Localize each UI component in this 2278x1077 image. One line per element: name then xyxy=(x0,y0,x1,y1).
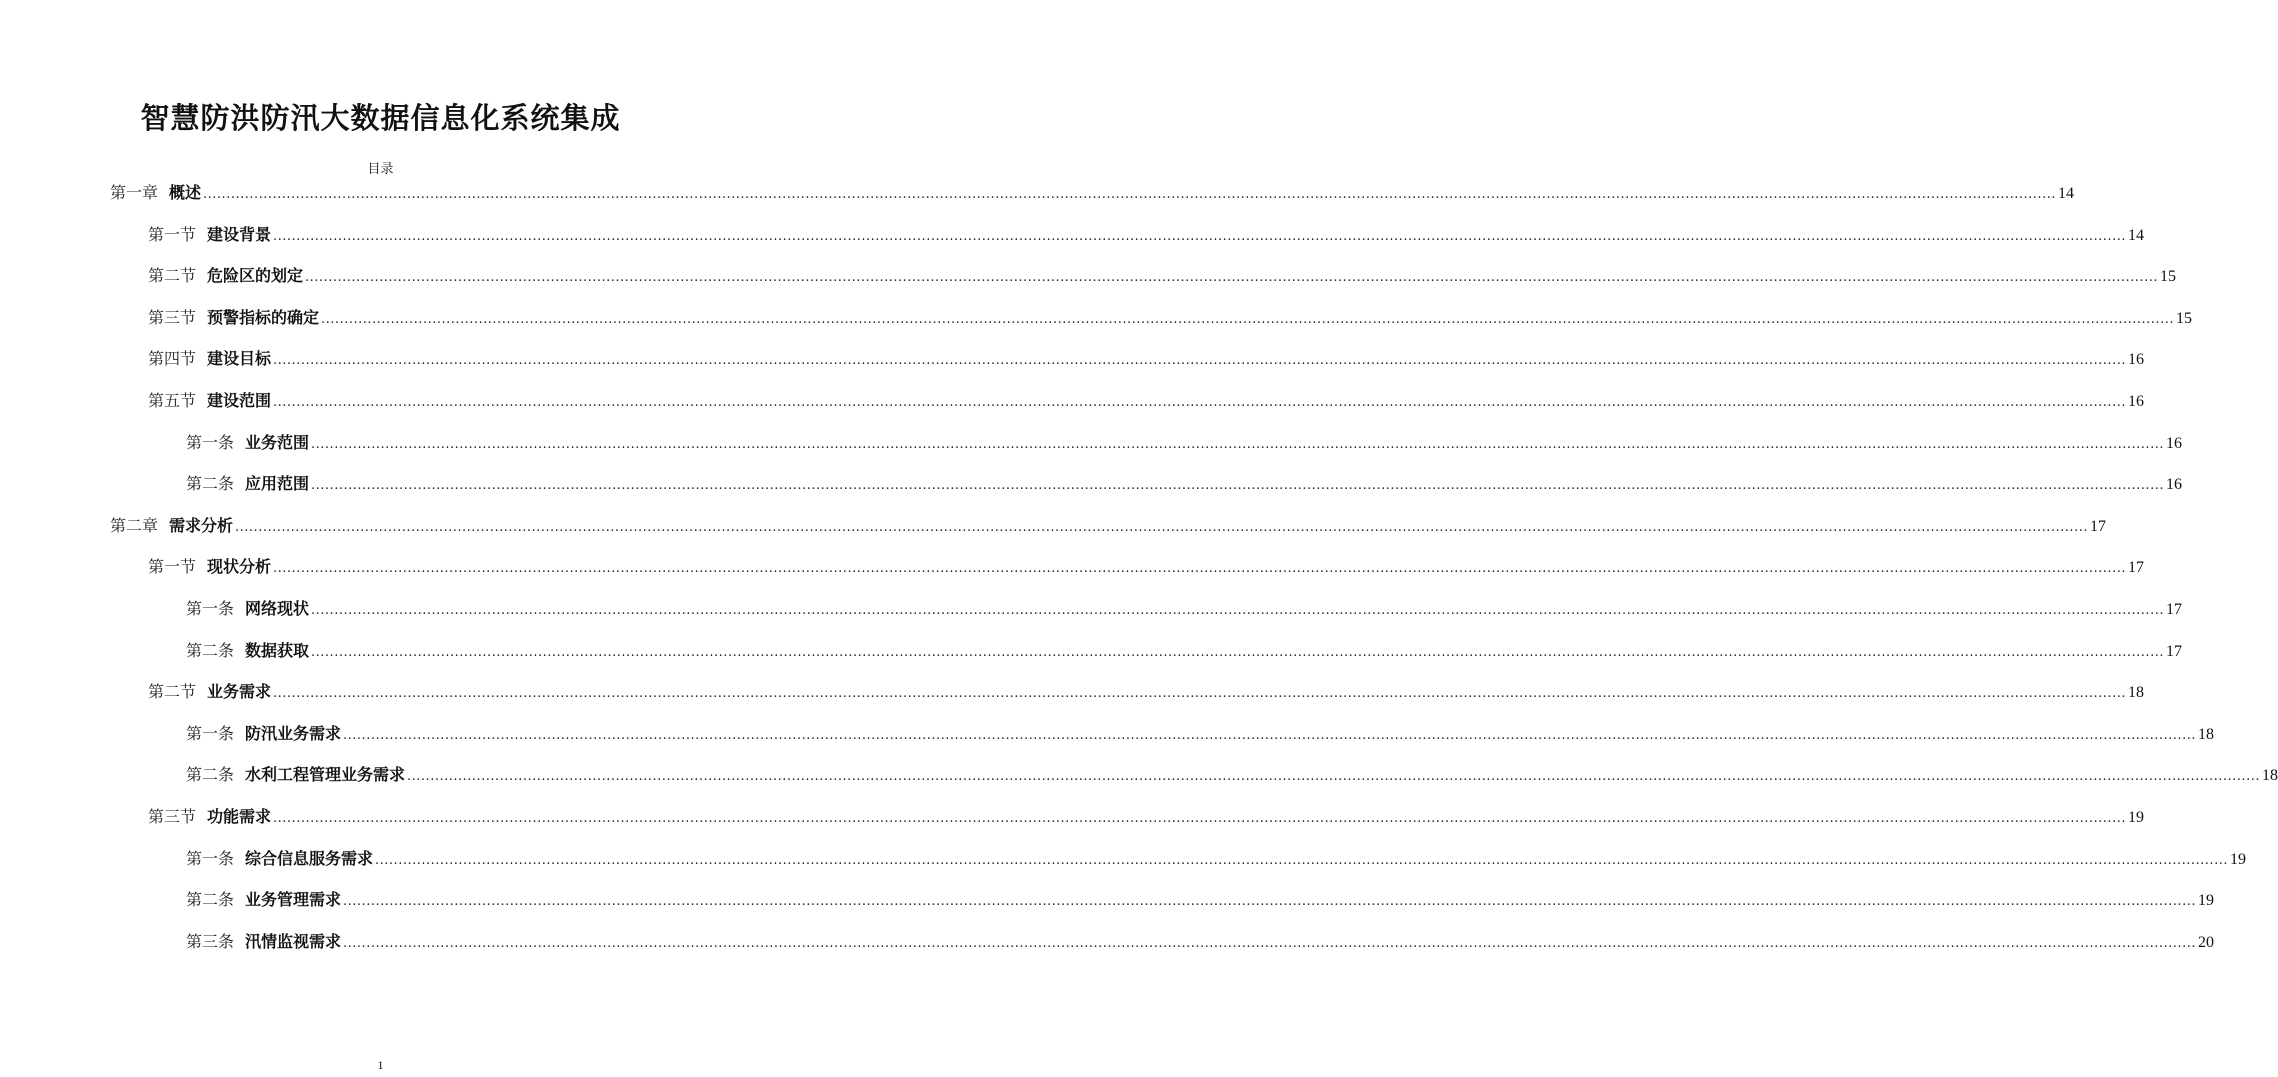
document-title: 智慧防洪防汛大数据信息化系统集成 xyxy=(140,101,621,135)
toc-entry-number: 第二条 xyxy=(186,640,235,660)
dot-leader: ................................................................................................................................................................................................................................................................................................................................................................................................................ xyxy=(273,686,2126,702)
toc-entry-number: 第三条 xyxy=(186,931,235,951)
toc-entry-title: 业务管理需求 xyxy=(245,890,342,910)
toc-entry-number: 第二节 xyxy=(148,266,197,286)
toc-entry[interactable] xyxy=(148,264,2176,288)
dot-leader: ................................................................................................................................................................................................................................................................................................................................................................................................................ xyxy=(375,852,2228,868)
dot-leader: ................................................................................................................................................................................................................................................................................................................................................................................................................ xyxy=(203,187,2056,202)
toc-entry[interactable] xyxy=(186,888,2214,912)
toc-entry-page: 19 xyxy=(2229,850,2246,868)
toc-entry-page: 17 xyxy=(2165,601,2182,618)
toc-entry[interactable] xyxy=(148,223,2144,247)
toc-entry[interactable] xyxy=(148,389,2144,413)
toc-entry-title: 预警指标的确定 xyxy=(207,307,320,327)
toc-entry[interactable] xyxy=(186,763,2278,787)
dot-leader: ................................................................................................................................................................................................................................................................................................................................................................................................................ xyxy=(311,644,2164,660)
toc-entry-title: 建设范围 xyxy=(207,391,272,410)
toc-heading: 目录 xyxy=(367,162,394,177)
dot-leader: ................................................................................................................................................................................................................................................................................................................................................................................................................ xyxy=(273,811,2126,826)
toc-entry-number: 第三节 xyxy=(148,807,197,826)
toc-entry-page: 16 xyxy=(2165,476,2182,494)
toc-entry-title: 现状分析 xyxy=(207,557,272,577)
toc-entry[interactable] xyxy=(186,930,2214,954)
toc-entry[interactable] xyxy=(186,639,2182,663)
toc-entry-page: 18 xyxy=(2261,767,2278,785)
toc-entry-title: 水利工程管理业务需求 xyxy=(245,765,406,785)
toc-entry-page: 15 xyxy=(2159,268,2176,286)
toc-entry-page: 16 xyxy=(2165,434,2182,452)
dot-leader: ................................................................................................................................................................................................................................................................................................................................................................................................................ xyxy=(343,894,2196,910)
toc-entry-page: 20 xyxy=(2197,933,2214,951)
toc-entry-title: 业务需求 xyxy=(207,682,272,702)
toc-entry-number: 第一条 xyxy=(186,848,235,868)
toc-entry[interactable] xyxy=(148,347,2144,371)
dot-leader: ................................................................................................................................................................................................................................................................................................................................................................................................................ xyxy=(235,519,2088,535)
toc-entry-page: 19 xyxy=(2127,809,2144,826)
page-number: 1 xyxy=(377,1058,384,1072)
dot-leader: ................................................................................................................................................................................................................................................................................................................................................................................................................ xyxy=(321,311,2174,327)
dot-leader: ................................................................................................................................................................................................................................................................................................................................................................................................................ xyxy=(343,935,2196,951)
dot-leader: ................................................................................................................................................................................................................................................................................................................................................................................................................ xyxy=(273,561,2126,577)
toc-entry-page: 14 xyxy=(2127,226,2144,244)
toc-entry-number: 第一节 xyxy=(148,557,197,577)
toc-entry-number: 第二章 xyxy=(110,515,159,535)
toc-entry-title: 建设目标 xyxy=(207,349,272,369)
toc-entry[interactable] xyxy=(148,680,2144,704)
toc-entry-title: 应用范围 xyxy=(245,474,310,494)
toc-entry-page: 19 xyxy=(2197,892,2214,910)
toc-entry[interactable] xyxy=(110,514,2106,538)
toc-entry-page: 16 xyxy=(2127,393,2144,410)
toc-entry[interactable] xyxy=(186,597,2182,621)
dot-leader: ................................................................................................................................................................................................................................................................................................................................................................................................................ xyxy=(311,603,2164,618)
toc-entry-title: 需求分析 xyxy=(169,515,234,535)
toc-entry-title: 综合信息服务需求 xyxy=(245,848,374,868)
toc-entry-title: 网络现状 xyxy=(245,599,310,618)
toc-entry[interactable] xyxy=(148,805,2144,829)
toc-entry-page: 17 xyxy=(2127,559,2144,577)
toc-entry-number: 第一条 xyxy=(186,432,235,452)
toc-entry-title: 数据获取 xyxy=(245,640,310,660)
toc-entry-title: 功能需求 xyxy=(207,807,272,826)
toc-entry-number: 第三节 xyxy=(148,307,197,327)
toc-entry-title: 建设背景 xyxy=(207,224,272,244)
toc-entry-number: 第二条 xyxy=(186,890,235,910)
toc-entry-title: 业务范围 xyxy=(245,432,310,452)
toc-entry[interactable] xyxy=(186,472,2182,496)
dot-leader: ................................................................................................................................................................................................................................................................................................................................................................................................................ xyxy=(311,478,2164,494)
dot-leader: ................................................................................................................................................................................................................................................................................................................................................................................................................ xyxy=(305,270,2158,286)
toc-entry-page: 18 xyxy=(2197,725,2214,743)
toc-entry[interactable] xyxy=(186,847,2246,871)
toc-entry[interactable] xyxy=(186,431,2182,455)
dot-leader: ................................................................................................................................................................................................................................................................................................................................................................................................................ xyxy=(273,395,2126,410)
toc-entry-page: 14 xyxy=(2057,185,2074,202)
toc-entry-title: 汛情监视需求 xyxy=(245,931,342,951)
dot-leader: ................................................................................................................................................................................................................................................................................................................................................................................................................ xyxy=(311,436,2164,452)
toc-entry-page: 18 xyxy=(2127,684,2144,702)
toc-entry-page: 17 xyxy=(2089,517,2106,535)
toc-entry-page: 17 xyxy=(2165,642,2182,660)
toc-entry-number: 第一节 xyxy=(148,224,197,244)
toc-entry[interactable] xyxy=(186,722,2214,746)
toc-entry-number: 第一章 xyxy=(110,183,159,202)
dot-leader: ................................................................................................................................................................................................................................................................................................................................................................................................................ xyxy=(273,353,2126,369)
toc-entry-title: 概述 xyxy=(169,183,202,202)
toc-entry[interactable] xyxy=(148,555,2144,579)
toc-entry-page: 16 xyxy=(2127,351,2144,369)
toc-entry-page: 15 xyxy=(2175,309,2192,327)
toc-entry-title: 危险区的划定 xyxy=(207,266,304,286)
toc-entry-number: 第二条 xyxy=(186,765,235,785)
toc-entry-number: 第二节 xyxy=(148,682,197,702)
toc-entry[interactable] xyxy=(148,306,2192,330)
dot-leader: ................................................................................................................................................................................................................................................................................................................................................................................................................ xyxy=(343,727,2196,743)
toc-entry-title: 防汛业务需求 xyxy=(245,723,342,743)
dot-leader: ................................................................................................................................................................................................................................................................................................................................................................................................................ xyxy=(273,228,2126,244)
toc-entry-number: 第四节 xyxy=(148,349,197,369)
toc-entry[interactable] xyxy=(110,181,2074,205)
toc-entry-number: 第五节 xyxy=(148,391,197,410)
toc-entry-number: 第一条 xyxy=(186,723,235,743)
toc-entry-number: 第二条 xyxy=(186,474,235,494)
dot-leader: ................................................................................................................................................................................................................................................................................................................................................................................................................ xyxy=(407,769,2260,785)
toc-entry-number: 第一条 xyxy=(186,599,235,618)
